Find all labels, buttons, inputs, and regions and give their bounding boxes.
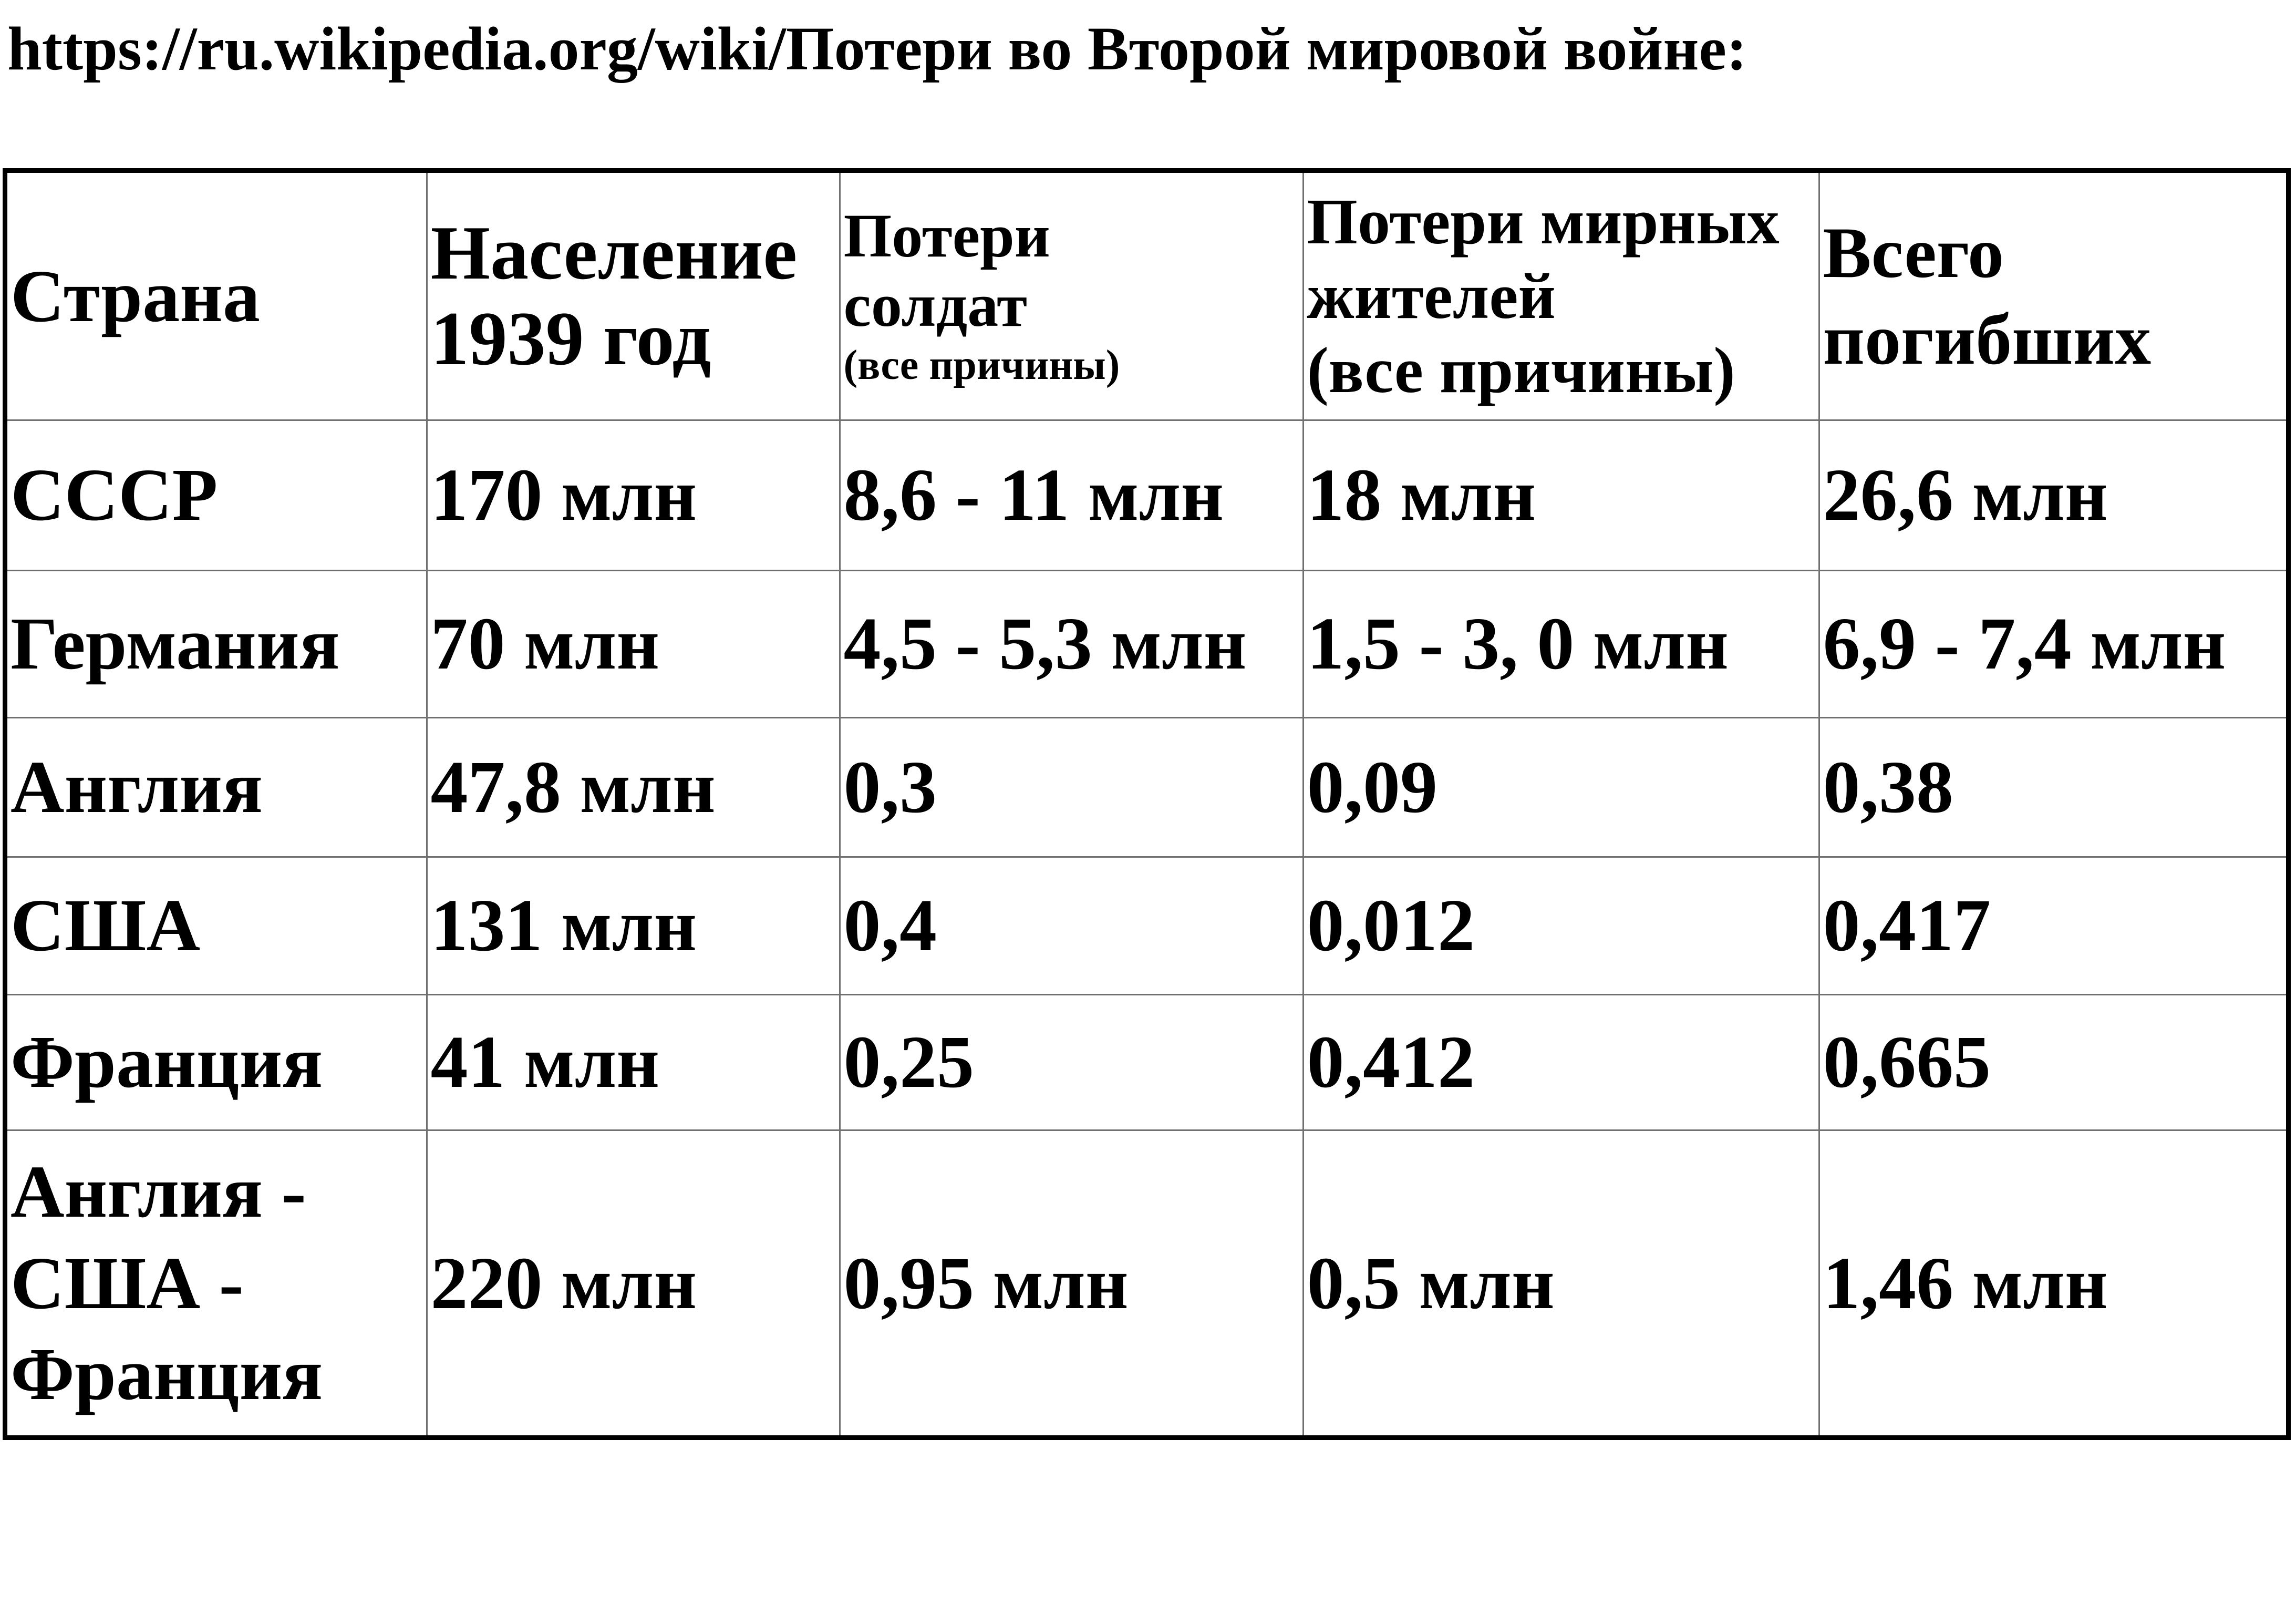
losses-table xyxy=(7,173,2286,1435)
header-total-deaths xyxy=(1819,173,2286,420)
table-row xyxy=(7,1130,2286,1435)
cell-country-line1: Англия - xyxy=(11,1150,306,1233)
cell-country: Германия xyxy=(7,570,427,717)
cell-civilians: 0,412 xyxy=(1303,994,1819,1130)
header-population xyxy=(427,173,840,420)
cell-country: СССР xyxy=(7,420,427,570)
header-population-line1: Население xyxy=(430,210,798,295)
header-soldier-losses xyxy=(840,173,1303,420)
cell-country: Англия xyxy=(7,717,427,857)
cell-total: 0,417 xyxy=(1819,857,2286,994)
table-row xyxy=(7,857,2286,994)
header-country xyxy=(7,173,427,420)
table-row xyxy=(7,570,2286,717)
losses-table-frame xyxy=(3,168,2291,1440)
cell-civilians: 0,09 xyxy=(1303,717,1819,857)
table-row xyxy=(7,994,2286,1130)
cell-soldiers: 0,95 млн xyxy=(840,1130,1303,1435)
source-url-heading: https://ru.wikipedia.org/wiki/Потери во Второй мировой войне: xyxy=(7,14,1747,83)
cell-total: 0,38 xyxy=(1819,717,2286,857)
cell-country xyxy=(7,1130,427,1435)
cell-population: 70 млн xyxy=(427,570,840,717)
header-civilians-line1: Потери мирных xyxy=(1307,186,1780,258)
header-country-label: Страна xyxy=(11,254,260,337)
header-population-line2: 1939 год xyxy=(430,296,711,382)
header-civilians-line2: жителей xyxy=(1307,260,1556,332)
cell-country: США xyxy=(7,857,427,994)
table-row xyxy=(7,420,2286,570)
cell-soldiers: 4,5 - 5,3 млн xyxy=(840,570,1303,717)
cell-civilians: 0,012 xyxy=(1303,857,1819,994)
table-header-row xyxy=(7,173,2286,420)
cell-total: 6,9 - 7,4 млн xyxy=(1819,570,2286,717)
header-soldiers-note: (все причины) xyxy=(843,342,1120,389)
cell-total: 26,6 млн xyxy=(1819,420,2286,570)
cell-country-line2: США - xyxy=(11,1241,244,1324)
header-soldiers-line2: солдат xyxy=(843,271,1028,340)
cell-population: 220 млн xyxy=(427,1130,840,1435)
cell-soldiers: 0,25 xyxy=(840,994,1303,1130)
cell-soldiers: 8,6 - 11 млн xyxy=(840,420,1303,570)
header-total-line1: Всего xyxy=(1823,212,2004,293)
cell-country: Франция xyxy=(7,994,427,1130)
cell-total: 0,665 xyxy=(1819,994,2286,1130)
header-civilian-losses xyxy=(1303,173,1819,420)
cell-population: 47,8 млн xyxy=(427,717,840,857)
cell-country-line3: Франция xyxy=(11,1332,323,1415)
cell-soldiers: 0,4 xyxy=(840,857,1303,994)
cell-civilians: 1,5 - 3, 0 млн xyxy=(1303,570,1819,717)
header-soldiers-line1: Потери xyxy=(843,201,1050,271)
header-civilians-note: (все причины) xyxy=(1307,334,1735,406)
header-total-line2: погибших xyxy=(1823,299,2152,380)
cell-soldiers: 0,3 xyxy=(840,717,1303,857)
cell-civilians: 18 млн xyxy=(1303,420,1819,570)
cell-total: 1,46 млн xyxy=(1819,1130,2286,1435)
cell-civilians: 0,5 млн xyxy=(1303,1130,1819,1435)
cell-population: 170 млн xyxy=(427,420,840,570)
cell-population: 131 млн xyxy=(427,857,840,994)
cell-population: 41 млн xyxy=(427,994,840,1130)
table-row xyxy=(7,717,2286,857)
